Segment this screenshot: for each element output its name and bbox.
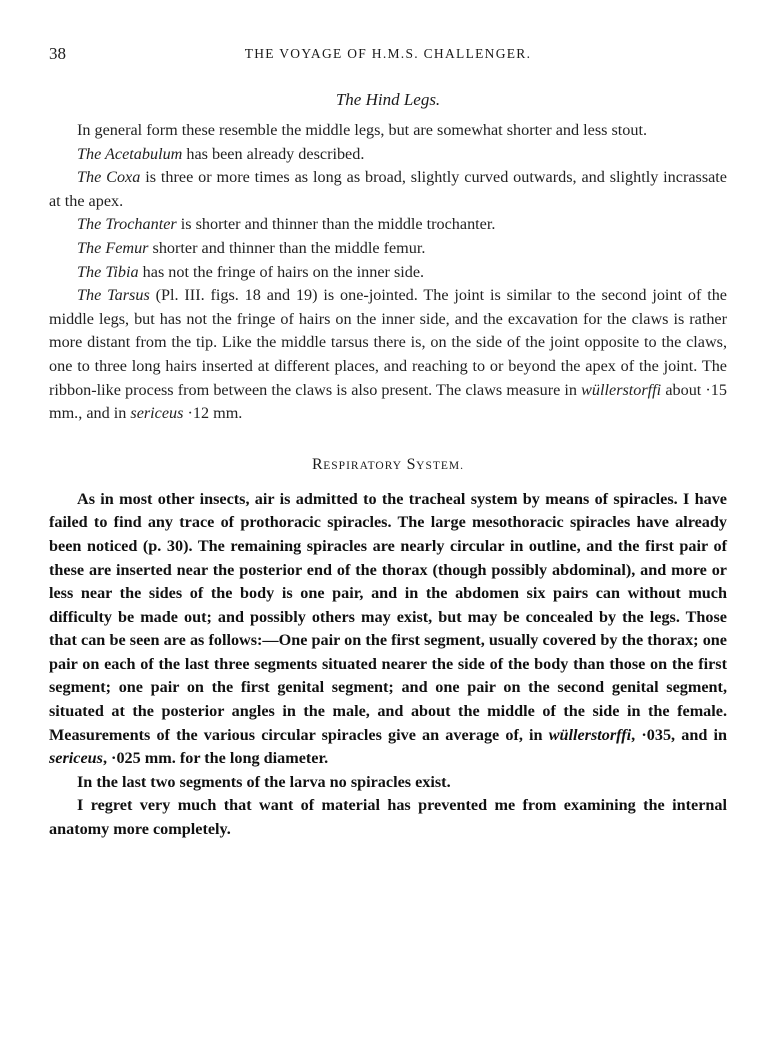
- term-coxa: The Coxa: [77, 168, 141, 187]
- species-name: wüllerstorffi: [548, 725, 632, 744]
- respiratory-heading: [49, 456, 727, 474]
- paragraph: [49, 213, 727, 237]
- term-trochanter: The Trochanter: [77, 215, 177, 234]
- paragraph-text: I regret very much that want of material has prevented me from examining the internal anatomy more completely.: [49, 796, 727, 839]
- hind-legs-heading: The Hind Legs.: [335, 90, 441, 109]
- paragraph: [49, 488, 727, 771]
- heading-small-caps: ESPIRATORY: [323, 459, 403, 472]
- paragraph-text: , ·035, and in: [631, 725, 727, 744]
- paragraph-text: , ·025 mm. for the long diameter.: [102, 749, 329, 768]
- paragraph-text: has not the fringe of hairs on the inner side.: [138, 262, 425, 281]
- heading-small-caps: YSTEM.: [416, 459, 465, 472]
- paragraph-text: (Pl. III. figs. 18 and 19) is one-jointed. The joint is similar to the second joint of the middle legs, but has not the fringe of hairs on the inner side, and the excavation for the claws is rather more distant from the tip. Like the middle tarsus there is, on the side of the joint opposite to the claws, one to three long hairs inserted at different places, and reaching to or beyond the apex of the joint. The ribbon-like process from between the claws is also present. The claws measure in: [49, 286, 727, 399]
- heading-cap: S: [402, 455, 417, 473]
- page-body: [49, 88, 727, 842]
- paragraph-text: As in most other insects, air is admitted to the tracheal system by means of spiracles. I have failed to find any trace of prothoracic spiracles. The large mesothoracic spiracles have already been noticed (p. 30). The remaining spiracles are nearly circular in outline, and the first pair of these are inserted near the posterior end of the thorax (though possibly abdominal), and more or less near the sides of the body is one pair, and in the abdomen six pairs can without much difficulty be made out; and possibly others may exist, but may be concealed by the legs. Those that can be seen are as follows:—One pair on the first segment, usually covered by the thorax; one pair on each of the last three segments situated nearer the side of the body than those on the first segment; one pair on the first genital segment; and one pair on the second genital segment, situated at the posterior angles in the male, and about the middle of the side in the female. Measurements of the various circular spiracles give an average of, in: [49, 489, 727, 744]
- paragraph-text: about ·15 mm., and in: [49, 380, 727, 423]
- paragraph: [49, 261, 727, 285]
- paragraph-text: ·12 mm.: [183, 404, 243, 423]
- page-header: [49, 44, 727, 68]
- species-name: sericeus: [49, 749, 103, 768]
- term-femur: The Femur: [77, 238, 149, 257]
- paragraph: [49, 166, 727, 213]
- term-tibia: The Tibia: [77, 262, 139, 281]
- species-name: sericeus: [130, 404, 184, 423]
- term-tarsus: The Tarsus: [77, 286, 150, 305]
- paragraph-text: shorter and thinner than the middle femur.: [148, 238, 426, 257]
- paragraph-text: has been already described.: [182, 144, 365, 163]
- paragraph-text: In general form these resemble the middle legs, but are somewhat shorter and less stout.: [77, 121, 647, 139]
- respiratory-section: [49, 456, 727, 842]
- hind-legs-section: [49, 88, 727, 426]
- species-name: wüllerstorffi: [581, 380, 662, 399]
- paragraph-text: is three or more times as long as broad, slightly curved outwards, and slightly incrassate at the apex.: [49, 168, 727, 210]
- paragraph-text: In the last two segments of the larva no spiracles exist.: [77, 772, 451, 791]
- paragraph-text: is shorter and thinner than the middle trochanter.: [176, 215, 496, 234]
- page-number: 38: [49, 44, 66, 63]
- paragraph: [49, 771, 727, 795]
- paragraph: [49, 237, 727, 261]
- paragraph: [49, 119, 727, 143]
- paragraph: [49, 794, 727, 841]
- running-title: THE VOYAGE OF H.M.S. CHALLENGER.: [244, 46, 532, 61]
- paragraph: [49, 143, 727, 167]
- paragraph: [49, 284, 727, 426]
- heading-cap: R: [311, 455, 324, 473]
- term-acetabulum: The Acetabulum: [77, 144, 183, 163]
